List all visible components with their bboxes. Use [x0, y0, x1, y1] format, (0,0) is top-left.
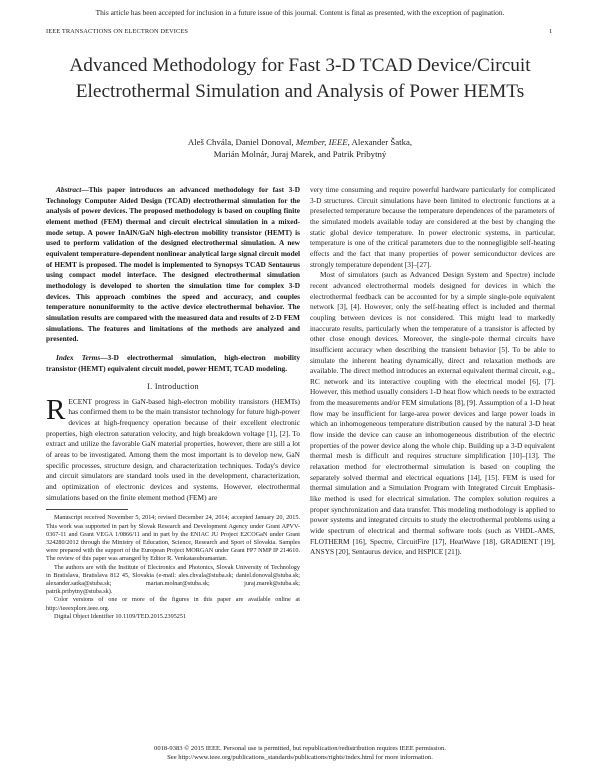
author-line-2: Marián Molnár, Juraj Marek, and Patrik Príbytný: [213, 149, 387, 160]
footnotes: [46, 514, 300, 621]
index-terms: [46, 353, 300, 374]
body-paragraph-2: Most of simulators (such as Advanced Design System and Spectre) include recent advanced electrothermal models designed for devices in which the electrothermal feedback can be accounted for by a simple single-pole equivalent network [3], [4]. However, only the self-heating effect is included and thermal coupling between devices is not considered. This might lead to markedly inaccurate results, particularly when the temperature of a transistor is affected by other close enough devices. Moreover, the single-pole thermal circuits have insufficient accuracy when describing the transient behavior [5]. To be able to simulate the inherent heating dynamically, direct and relaxation methods are available. The direct method introduces an external equivalent thermal circuit, e.g., RC network and its interactive coupling with the electrical model [6], [7]. However, this method usually considers 1-D heat flow which needs to be extracted from the measurements and/or FEM simulations [8], [9]. Assumption of a 1-D heat flow may be insufficient for large-area power devices and large power loads in which an inhomogeneous temperature distribution caused by the natural 3-D heat flow inside the device can cause an inhomogeneous distribution of the electric properties of the power device along the whole chip. Building up a 3-D equivalent thermal mesh is difficult and requires structure simplification [10]–[13]. The relaxation method for electrothermal simulation is based on coupling the separately solved thermal and electrical equations [14], [15]. FEM is used for thermal simulation and a Simulation Program with Integrated Circuit Emphasis-like method is used for electrical simulation. The complex solution requires a proper synchronization and data transfer. This modeling methodology is applied to power systems and integrated circuits to study the electrothermal problems using a wide spectrum of electrical and thermal software tools (such as VHDL-AMS, FLOTHERM [16], Spectre, CircuitFire [17], HeatWave [18], GRADIENT [19], ANSYS [20], Sentaurus device, and HSPICE [21]).: [310, 270, 555, 557]
section-heading-introduction: I. Introduction: [147, 382, 199, 392]
paper-title: Advanced Methodology for Fast 3-D TCAD Device/Circuit Electrothermal Simulation and Analysis of Power HEMTs: [69, 55, 531, 102]
footnote-manuscript: Manuscript received November 5, 2014; revised December 24, 2014; accepted January 20, 2015. This work was supported in part by Slovak Research and Development Agency under Grant APVV-0367-11 and Grant VEGA 1/0866/11 and in part by the ENIAC JU Project E2COGaN under Grant 324280/2012 through the Ministry of Education, Science, Research and Sport of Slovakia. Samples were prepared with the support of the European Project MORGAN under Grant FP7 NMP IP 214610. The review of this paper was arranged by Editor R. Venkatasubramanian.: [46, 514, 300, 563]
journal-running-head: IEEE TRANSACTIONS ON ELECTRON DEVICES: [46, 28, 189, 35]
right-column: [310, 185, 555, 558]
footnote-rule: [46, 509, 128, 510]
abstract: [46, 185, 300, 345]
intro-paragraph-text: ECENT progress in GaN-based high-electron mobility transistors (HEMTs) has confirmed them to be the main transistor technology for future high-power devices at high-frequency operation because of their excellent electronic properties, high electron saturation velocity, and high breakdown voltage [1], [2]. To extract and utilize the favorable GaN material properties, however, there are still a lot of areas to be investigated. Among them the most important is to develop new, GaN specific processes, structure design, and characterization techniques. Today's device and circuit simulators are standard tools used in the development, characterization, and optimization of electronic devices and systems. However, electrothermal simulations based on the finite element method (FEM) are: [46, 396, 300, 502]
footnote-affiliation: The authors are with the Institute of Electronics and Photonics, Slovak University of Technology in Bratislava, Bratislava 812 45, Slovakia (e-mail: ales.chvala@stuba.sk; daniel.donoval@stuba.sk; alexander.satka@stuba.sk; marian.molnar@stuba.sk; juraj.marek@stuba.sk; patrik.pribytny@stuba.sk).: [46, 563, 300, 596]
ieee-member-label: Member, IEEE: [295, 137, 348, 147]
abstract-label: Abstract: [56, 185, 82, 194]
abstract-text: —This paper introduces an advanced methodology for fast 3-D Technology Computer Aided Design (TCAD) electrothermal simulation for the analysis of power devices. The proposed methodology is based on coupling finite element method (FEM) thermal and circuit electrical simulation in a mixed-mode setup. A power InAlN/GaN high-electron mobility transistor (HEMT) is used to perform validation of the designed electrothermal simulation. A new equivalent temperature-dependent nonlinear analytical large signal circuit model of HEMT is proposed. The model is implemented to Synopsys TCAD Sentaurus using compact model interface. The designed electrothermal simulation methodology is developed to shorten the simulation time for complex 3-D devices. This approach combines the speed and accuracy, and couples temperature nonuniformity to the active device electrothermal behavior. The simulation results are compared with the measured data and results of 2-D FEM simulations. The features and limitations of the methods are analyzed and presented.: [46, 185, 300, 344]
rights-info-line: See http://www.ieee.org/publications_standards/publications/rights/index.html for more information.: [167, 754, 433, 761]
copyright-line: 0018-9383 © 2015 IEEE. Personal use is permitted, but republication/redistribution requires IEEE permission.: [154, 745, 446, 752]
left-column: [46, 185, 300, 621]
authors-line1-pre: Aleš Chvála, Daniel Donoval,: [187, 137, 296, 147]
drop-cap: R: [46, 393, 66, 426]
footnote-color-versions: Color versions of one or more of the figures in this paper are available online at http://ieeexplore.ieee.org.: [46, 596, 300, 612]
page-number: 1: [549, 28, 553, 35]
index-terms-label: Index Terms: [56, 352, 101, 362]
author-line-1: [40, 136, 560, 148]
authors-line1-post: , Alexander Šatka,: [347, 137, 413, 147]
index-terms-text: —3-D electrothermal simulation, high-electron mobility transistor (HEMT) equivalent circuit model, power HEMT, TCAD modeling.: [46, 352, 300, 373]
intro-paragraph: [46, 393, 300, 504]
footnote-doi: Digital Object Identifier 10.1109/TED.2015.2395251: [54, 612, 187, 620]
acceptance-notice: This article has been accepted for inclusion in a future issue of this journal. Content is final as presented, with the exception of pagination.: [95, 8, 505, 17]
copyright-footer: [0, 744, 600, 762]
author-list: [40, 136, 560, 160]
body-paragraph-1: very time consuming and require powerful hardware particularly for complicated 3-D structures. Circuit simulations have been limited to electronic functions at a preselected temperature because the temperature dependences of the parameters of the simulated models available today are considered at the best by changing the static global device temperature. In power electronic systems, in particular, temperature is one of the critical parameters due to the nonnegligible self-heating effects and the fact that many properties of power semiconductor devices are strongly temperature dependent [3]–[27].: [310, 185, 555, 269]
